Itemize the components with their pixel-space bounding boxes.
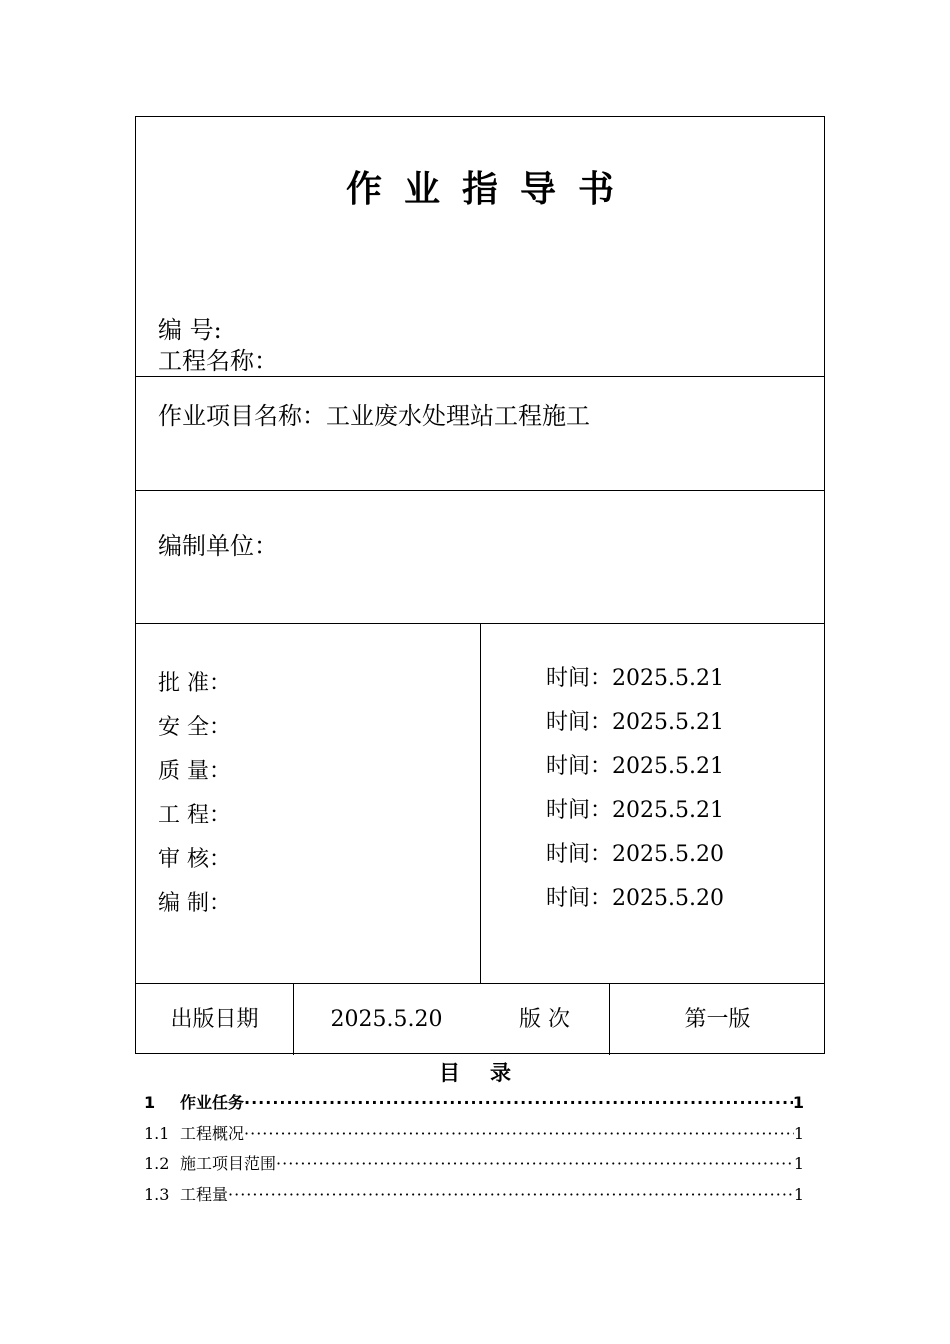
signoff-role: 安 全： <box>158 715 231 740</box>
toc-entry-label: 作业任务 <box>180 1093 245 1112</box>
toc-entry-label: 施工项目范围 <box>180 1154 277 1173</box>
signoff-role: 审 核： <box>158 847 231 872</box>
divider <box>136 983 824 984</box>
toc-entry-page: 1 <box>792 1093 804 1112</box>
toc-entry[interactable] <box>144 1153 804 1175</box>
compiling-unit-label: 编制单位： <box>158 532 278 560</box>
toc-entry-label: 工程量 <box>180 1185 229 1204</box>
document-title: 作业指导书 <box>345 169 636 210</box>
signoff-time: 时间：2025.5.21 <box>546 710 724 735</box>
toc-entry[interactable] <box>144 1092 804 1114</box>
signoff-divider <box>480 623 481 983</box>
toc-entry-number: 1.1 <box>144 1124 170 1143</box>
toc-entry-page: 1 <box>793 1154 804 1173</box>
work-item-name: 作业项目名称：工业废水处理站工程施工 <box>158 402 590 430</box>
toc-leader-dots <box>244 1123 794 1145</box>
signoff-time: 时间：2025.5.21 <box>546 666 724 691</box>
toc-entry-number: 1 <box>144 1093 156 1112</box>
toc-entry-number: 1.2 <box>144 1154 170 1173</box>
toc-entry-number: 1.3 <box>144 1185 170 1204</box>
toc-leader-dots <box>276 1153 794 1175</box>
project-name-label: 工程名称： <box>158 347 278 375</box>
signoff-role: 编 制： <box>158 891 231 916</box>
signoff-role: 质 量： <box>158 759 231 784</box>
signoff-role: 工 程： <box>158 803 231 828</box>
pub-date-label: 出版日期 <box>170 1007 259 1032</box>
toc-entry-label: 工程概况 <box>180 1124 245 1143</box>
cover-table <box>135 116 825 1054</box>
toc-entry-page: 1 <box>793 1185 804 1204</box>
toc-leader-dots <box>228 1184 794 1206</box>
toc-entry[interactable] <box>144 1123 804 1145</box>
edition-value: 第一版 <box>684 1007 751 1032</box>
edition-label: 版 次 <box>519 1007 570 1032</box>
toc-leader-dots <box>244 1092 793 1114</box>
toc-entry[interactable] <box>144 1184 804 1206</box>
signoff-time: 时间：2025.5.21 <box>546 754 724 779</box>
signoff-time: 时间：2025.5.21 <box>546 798 724 823</box>
signoff-time: 时间：2025.5.20 <box>546 842 724 867</box>
number-label: 编 号: <box>158 316 222 344</box>
pub-date-value: 2025.5.20 <box>330 1007 443 1032</box>
toc-entry-page: 1 <box>793 1124 804 1143</box>
signoff-role: 批 准： <box>158 671 231 696</box>
divider <box>136 490 824 491</box>
signoff-time: 时间：2025.5.20 <box>546 886 724 911</box>
toc-title: 目录 <box>439 1061 541 1085</box>
divider <box>136 376 824 377</box>
